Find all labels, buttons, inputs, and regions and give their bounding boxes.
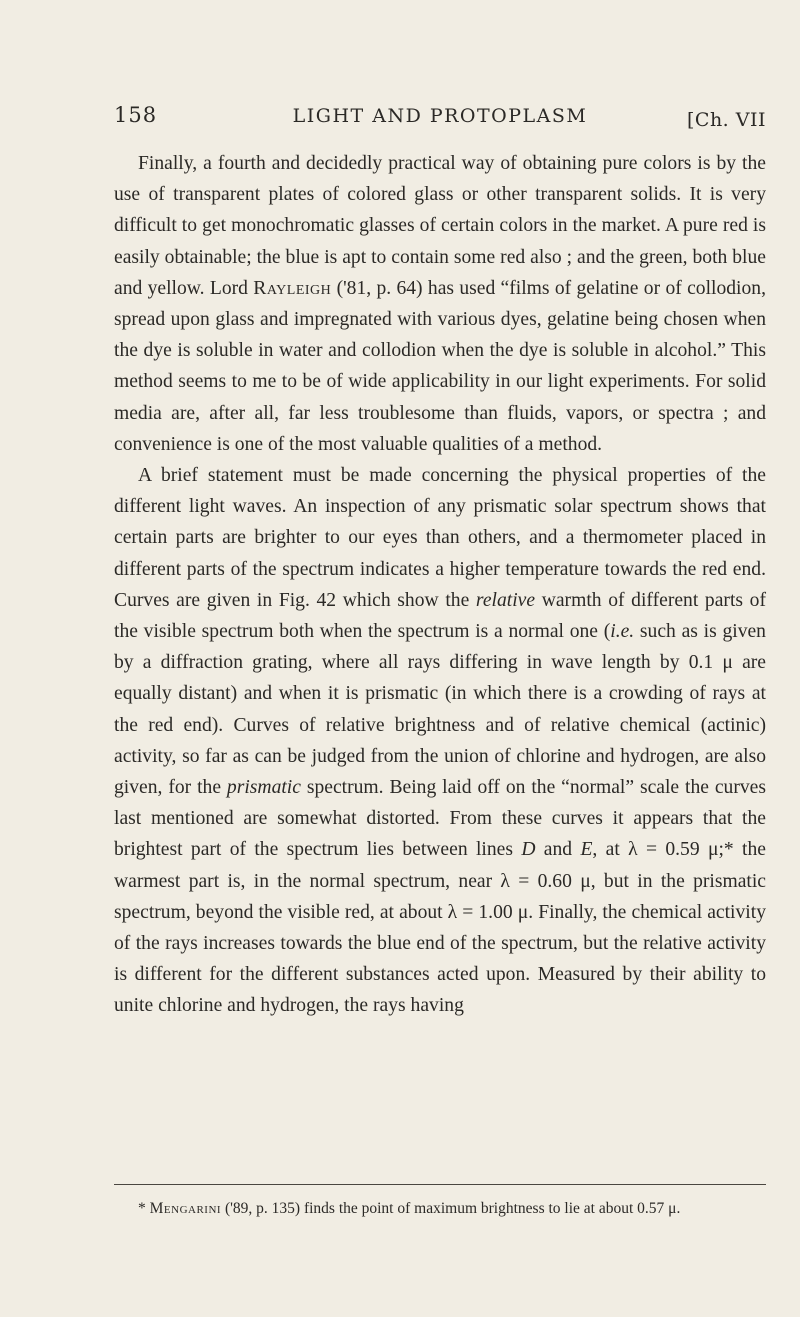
footnote-text: ('89, p. 135) finds the point of maximum brightness to lie at about 0.57 μ. bbox=[221, 1200, 681, 1217]
footnote-marker: * bbox=[138, 1200, 150, 1217]
footnote-author: Mengarini bbox=[149, 1200, 222, 1217]
paragraph-text: spectrum. Being laid off on the “normal” scale the curves last mentioned are somewhat distorted. From these curves it appears that the brightest part of the spectrum lies between lines bbox=[114, 777, 766, 861]
italic-text: prismatic bbox=[226, 777, 301, 799]
page-header bbox=[114, 103, 766, 137]
italic-text: i.e. bbox=[610, 621, 635, 643]
paragraph-text: , at λ = 0.59 μ;* the warmest part is, in the normal spectrum, near λ = 0.60 μ, but in the prismatic spectrum, beyond the visible red, at about λ = 1.00 μ. Finally, the chemical activity of the rays increases towards the blue end of the spectrum, but the relative activity is different for the different substances acted upon. Measured by their ability to unite chlorine and hydrogen, the rays having bbox=[114, 839, 766, 1017]
italic-text: D bbox=[521, 839, 536, 861]
chapter-reference: [Ch. VII bbox=[687, 109, 766, 131]
paragraph-text: such as is given by a diffraction grating, where all rays differing in wave length by 0.1 μ are equally distant) and when it is prismatic (in which there is a crowding of rays at the red end). Curves of relative brightness and of relative chemical (actinic) activity, so far as can be judged from the union of chlorine and hydrogen, are also given, for the bbox=[114, 621, 766, 799]
body-text bbox=[114, 148, 766, 1022]
page-number: 158 bbox=[114, 103, 158, 127]
paragraph-text: and bbox=[535, 839, 581, 861]
italic-text: relative bbox=[475, 589, 536, 611]
paragraph-text: A brief statement must be made concerning the physical properties of the different light waves. An inspection of any prismatic solar spectrum shows that certain parts are brighter to our eyes than others, and a thermometer placed in different parts of the spectrum indicates a higher temperature towards the red end. Curves are given in Fig. 42 which show the bbox=[114, 465, 766, 611]
paragraph-text: Finally, a fourth and decidedly practical way of obtaining pure colors is by the use of transparent plates of colored glass or other transparent solids. It is very difficult to get monochromatic glasses of certain colors in the market. A pure red is easily obtainable; the blue is apt to contain some red also ; and the green, both blue and yellow. Lord bbox=[114, 153, 766, 299]
footnote bbox=[114, 1198, 766, 1220]
author-name: Rayleigh bbox=[253, 277, 332, 299]
italic-text: E bbox=[580, 839, 593, 861]
paragraph-text: warmth of different parts of the visible spectrum both when the spectrum is a normal one ( bbox=[114, 589, 767, 643]
paragraph-colored-plates bbox=[114, 148, 766, 460]
paragraph-light-waves bbox=[114, 460, 766, 1022]
running-title: LIGHT AND PROTOPLASM bbox=[292, 105, 588, 127]
footnote-divider bbox=[114, 1184, 766, 1185]
paragraph-text: ('81, p. 64) has used “films of gelatine or of collodion, spread upon glass and impregnated with various dyes, gelatine being chosen when the dye is soluble in water and collodion when the dye is soluble in alcohol.” This method seems to me to be of wide applicability in our light experiments. For solid media are, after all, far less troublesome than fluids, vapors, or spectra ; and convenience is one of the most valuable qualities of a method. bbox=[114, 277, 766, 455]
